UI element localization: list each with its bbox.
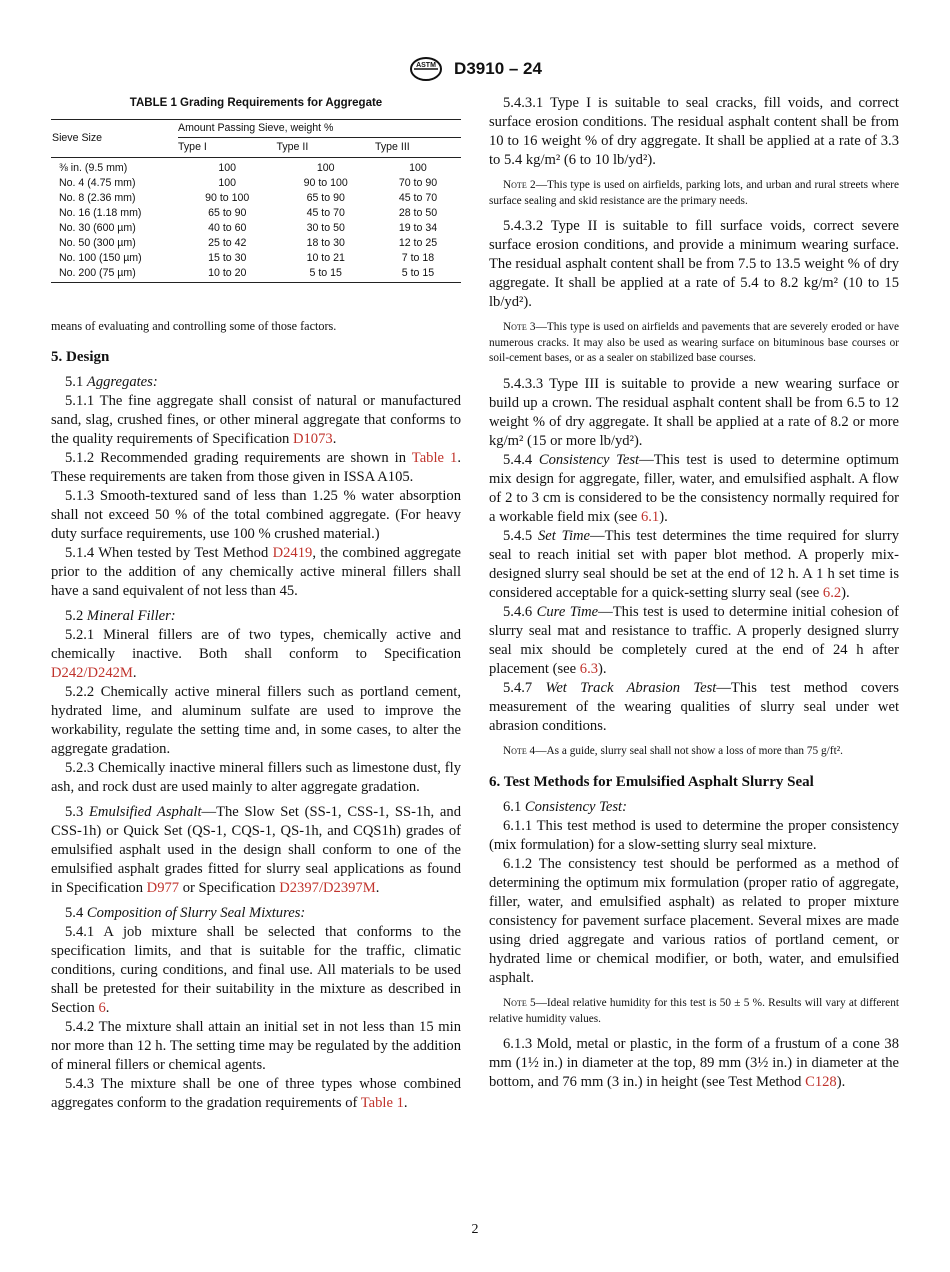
para-5-4-2: 5.4.2 The mixture shall attain an initial set in not less than 15 min nor more than 12 h. The setting time may be regulated by the addition of mineral fillers or chemical agents. <box>51 1019 461 1073</box>
table-row <box>51 206 461 221</box>
cell-value: 100 <box>316 162 335 174</box>
ref-section6-link[interactable]: 6 <box>98 1000 106 1016</box>
cell-value: 45 to 70 <box>306 207 345 219</box>
cell-value: 30 to 50 <box>306 222 345 234</box>
table-row <box>51 221 461 236</box>
para-5-2-1: 5.2.1 Mineral fillers are of two types, chemically active and chemically inactive. Both shall conform to Specification D242/D242M. <box>51 627 461 681</box>
astm-logo-text: ASTM <box>416 62 436 69</box>
cell-value: 28 to 50 <box>398 207 438 219</box>
ref-D242-link[interactable]: D242/D242M <box>51 665 133 681</box>
para-6-1-2: 6.1.2 The consistency test should be performed as a method of determining the optimum mix formulation (proper ratio of aggregate, filler, water, and emulsified asphalt) as related to proper mixture consistency for pavement surface placement. Several mixes are made using dried aggregate and various ratios of portland cement, or hydrated lime or chemical modifier, or both, water, and emulsified asphalt. <box>489 856 899 986</box>
cell-value: 90 to 100 <box>303 177 348 189</box>
table-row <box>51 176 461 191</box>
para-6-1: 6.1 Consistency Test: <box>503 799 627 815</box>
cell-value: 100 <box>409 162 427 174</box>
continued-text: means of evaluating and controlling some of those factors. <box>51 319 337 333</box>
cell-value: 100 <box>218 177 237 189</box>
para-5-3: 5.3 Emulsified Asphalt—The Slow Set (SS-1, CSS-1, SS-1h, and CSS-1h) or Quick Set (QS-1, CQS-1, QS-1h, and CQS1h) grades of emulsified asphalt used in the design shall conform to one of the emulsified asphalt grades fitted for slurry seal applications as found in Specification D977 or Specification D2397/D2397M. <box>51 804 461 896</box>
cell-value: 10 to 20 <box>178 266 276 283</box>
para-5-2-2: 5.2.2 Chemically active mineral fillers such as portland cement, hydrated lime, and aluminum sulfate are used to improve the workability, regulate the setting time and, in some cases, to alter the aggregate gradation. <box>51 684 461 757</box>
table-row <box>51 266 461 283</box>
ref-D2397-link[interactable]: D2397/D2397M <box>279 880 376 896</box>
col-header-sieve: Sieve Size <box>51 120 178 158</box>
para-5-4-6: 5.4.6 Cure Time—This test is used to determine initial cohesion of slurry seal mat and resistance to traffic. A properly designed slurry seal mix should be completely cured at the end of 24 h after placement (see 6.3). <box>489 603 899 677</box>
ref-D1073-link[interactable]: D1073 <box>292 431 333 447</box>
table-row <box>51 236 461 251</box>
para-5-2-3: 5.2.3 Chemically inactive mineral fillers such as limestone dust, fly ash, and rock dust are used mainly to alter aggregate gradation. <box>51 760 461 795</box>
ref-table1-link[interactable]: Table 1 <box>411 450 458 466</box>
cell-sieve: No. 16 (1.18 mm) <box>59 207 142 219</box>
para-5-4: 5.4 Composition of Slurry Seal Mixtures: <box>65 905 306 921</box>
table-row <box>51 191 461 206</box>
col-header-type-2: Type II <box>276 138 374 158</box>
section-5-heading: 5. Design <box>51 349 110 365</box>
cell-value: 70 to 90 <box>398 177 438 189</box>
cell-value: 7 to 18 <box>401 252 435 264</box>
ref-D2419-link[interactable]: D2419 <box>272 545 313 561</box>
para-6-1-3: 6.1.3 Mold, metal or plastic, in the form of a frustum of a cone 38 mm (1½ in.) in diameter at the top, 89 mm (3½ in.) in diameter at the bottom, and 76 mm (3 in.) in height (see Test Method C128). <box>489 1036 899 1090</box>
para-5-4-3-2: 5.4.3.2 Type II is suitable to fill surface voids, correct severe surface erosion conditions, and provide a minimum wearing surface. The residual asphalt content shall be from 7.5 to 13.5 weight % of dry aggregate. It shall be applied at a rate of 5.4 to 8.2 kg/m² (10 to 15 lb/yd²). <box>489 218 899 310</box>
astm-logo-icon <box>408 56 444 82</box>
cell-sieve: No. 50 (300 µm) <box>59 237 136 249</box>
cell-value: 10 to 21 <box>306 252 345 264</box>
table-row <box>51 161 461 176</box>
ref-6-1-link[interactable]: 6.1 <box>640 508 660 525</box>
cell-sieve: No. 100 (150 µm) <box>59 252 142 264</box>
para-5-4-5: 5.4.5 Set Time—This test determines the time required for slurry seal to reach initial set with paper blot method. A properly mix-designed slurry seal should be set at the end of 12 h. A 1 h set time is considered acceptable for a quick-setting slurry seal (see 6.2). <box>489 527 899 601</box>
page-number: 2 <box>471 1222 479 1237</box>
cell-value: 65 to 90 <box>208 207 247 219</box>
para-5-1-2: 5.1.2 Recommended grading requirements are shown in Table 1. These requirements are taken from those given in ISSA A105. <box>51 450 461 485</box>
para-5-2: 5.2 Mineral Filler: <box>65 608 176 624</box>
para-6-1-1: 6.1.1 This test method is used to determine the proper consistency (mix formulation) for a slow-setting slurry seal mixture. <box>489 818 899 853</box>
note-3: Note 3—This type is used on airfields and pavements that are severely eroded or have numerous cracks. It may also be used as wearing surface on bituminous base courses or soil-cement bases, or as a sealer on stabilized base courses. <box>489 321 899 364</box>
cell-value: 100 <box>218 162 237 174</box>
cell-value: 15 to 30 <box>208 252 247 264</box>
para-5-1-3: 5.1.3 Smooth-textured sand of less than 1.25 % water absorption shall not exceed 50 % of the total combined aggregate. (For heavy duty surface requirements, use 100 % crushed material.) <box>51 488 461 542</box>
note-2: Note 2—This type is used on airfields, parking lots, and urban and rural streets where surface sealing and skid resistance are the primary needs. <box>489 179 900 207</box>
cell-value: 19 to 34 <box>398 222 438 234</box>
cell-value: 5 to 15 <box>375 266 461 283</box>
cell-sieve: No. 30 (600 µm) <box>59 222 136 234</box>
para-5-4-3-3: 5.4.3.3 Type III is suitable to provide a new wearing surface or build up a crown. The residual asphalt content shall be from 6.5 to 12 weight % of dry aggregate. It shall be applied at a rate of 8.2 or more kg/m² (15 or more lb/yd²). <box>489 375 899 449</box>
cell-sieve: No. 4 (4.75 mm) <box>59 177 136 189</box>
left-column <box>51 94 461 1113</box>
para-5-4-3: 5.4.3 The mixture shall be one of three types whose combined aggregates conform to the gradation requirements of Table 1. <box>51 1076 461 1111</box>
note-5: Note 5—Ideal relative humidity for this test is 50 ± 5 %. Results will vary at different relative humidity values. <box>489 997 899 1025</box>
col-header-type-3: Type III <box>375 138 461 158</box>
table-caption: TABLE 1 Grading Requirements for Aggregate <box>129 97 383 109</box>
col-header-type-1: Type I <box>178 138 276 158</box>
page-header <box>0 56 950 82</box>
cell-value: 40 to 60 <box>208 222 247 234</box>
para-5-4-1: 5.4.1 A job mixture shall be selected that conforms to the specification limits, and that is suitable for the traffic, climatic conditions, curing conditions, and final use. All materials to be used shall be pretested for their suitability in the mixture as described in Section 6. <box>51 924 461 1016</box>
note-4: Note 4—As a guide, slurry seal shall not show a loss of more than 75 g/ft². <box>503 744 843 757</box>
ref-C128-link[interactable]: C128 <box>805 1074 837 1090</box>
section-6-heading: 6. Test Methods for Emulsified Asphalt Slurry Seal <box>489 774 814 790</box>
para-5-1-4: 5.1.4 When tested by Test Method D2419, the combined aggregate prior to the addition of any chemically active mineral fillers shall have a sand equivalent of not less than 45. <box>51 545 462 599</box>
cell-value: 65 to 90 <box>306 192 345 204</box>
cell-sieve: ⅜ in. (9.5 mm) <box>59 162 128 174</box>
table-row <box>51 251 461 266</box>
standard-designation: D3910 – 24 <box>454 59 542 78</box>
cell-value: 90 to 100 <box>205 192 250 204</box>
right-column <box>489 94 899 1092</box>
para-5-4-7: 5.4.7 Wet Track Abrasion Test—This test method covers measurement of the wearing qualities of slurry seal under wet abrasion conditions. <box>489 679 899 734</box>
cell-value: 5 to 15 <box>276 266 374 283</box>
cell-value: 12 to 25 <box>398 237 438 249</box>
para-5-1: 5.1 Aggregates: <box>65 374 158 390</box>
ref-D977-link[interactable]: D977 <box>146 880 180 896</box>
ref-6-2-link[interactable]: 6.2 <box>822 584 842 601</box>
ref-table1-link[interactable]: Table 1 <box>360 1095 404 1111</box>
cell-sieve: No. 200 (75 µm) <box>51 266 178 283</box>
col-header-group: Amount Passing Sieve, weight % <box>178 120 461 138</box>
grading-table <box>51 119 461 283</box>
cell-value: 18 to 30 <box>306 237 345 249</box>
para-5-4-3-1: 5.4.3.1 Type I is suitable to seal cracks, fill voids, and correct surface erosion conditions. The residual asphalt content shall be from 10 to 16 weight % of dry aggregate. It shall be applied at a rate of 3.3 to 5.4 kg/m² (6 to 10 lb/yd²). <box>489 95 899 168</box>
cell-value: 45 to 70 <box>398 192 438 204</box>
ref-6-3-link[interactable]: 6.3 <box>579 660 599 677</box>
para-5-1-1: 5.1.1 The fine aggregate shall consist of natural or manufactured sand, slag, crushed fines, or other mineral aggregate that conforms to the quality requirements of Specification D1073. <box>51 393 461 447</box>
para-5-4-4: 5.4.4 Consistency Test—This test is used to determine optimum mix design for aggregate, filler, water, and emulsified asphalt. A flow of 2 to 3 cm is considered to be the consistency normally required for a workable field mix (see 6.1). <box>489 451 899 525</box>
cell-value: 25 to 42 <box>208 237 247 249</box>
cell-sieve: No. 8 (2.36 mm) <box>59 192 136 204</box>
